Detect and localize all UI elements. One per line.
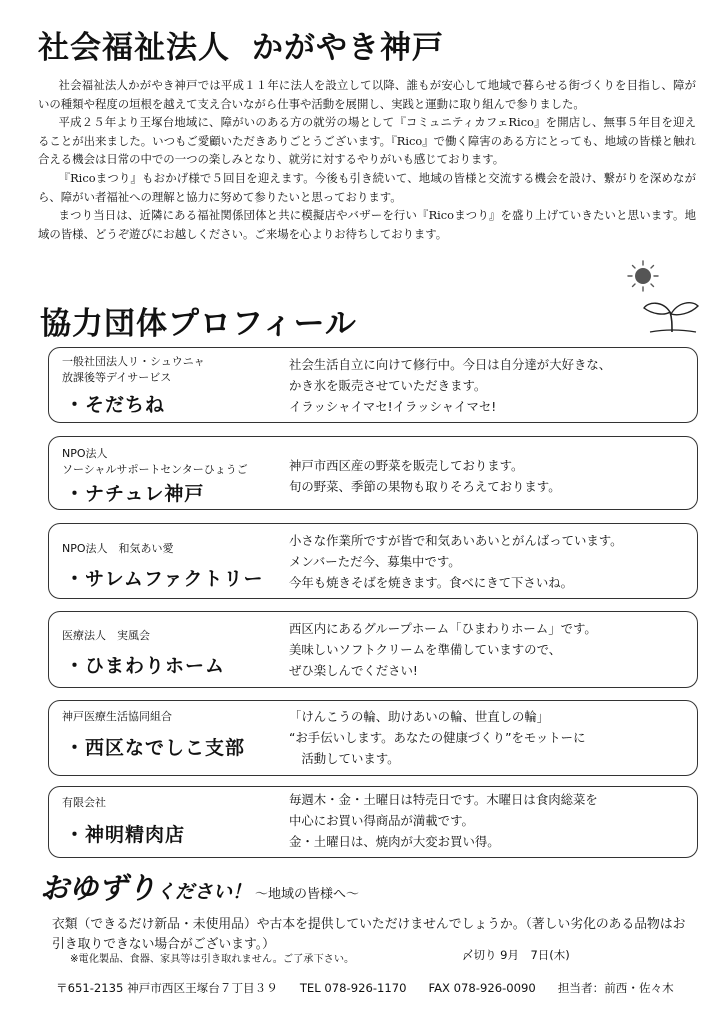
intro-paragraph: 『Ricoまつり』もおかげ様で５回目を迎えます。今後も引き続いて、地域の皆様と交流する機会を設け、繋がりを深めながら、障がい者福祉への理解と協力に努めて参りたいと思っております。 [38, 170, 696, 204]
org-description: 「けんこうの輪、助けあいの輪、世直しの輪」 “お手伝いします。あなたの健康づくり”をモットーに 活動しています。 [289, 709, 586, 766]
intro-paragraph: まつり当日は、近隣にある福祉関係団体と共に模擬店やバザーを行い『Ricoまつり』を盛り上げていきたいと思います。地域の皆様、どうぞ遊びにお越しください。ご来場を心よりお待ちしております。 [38, 208, 696, 241]
title-org-name: かがやき神戸 [252, 30, 444, 66]
footer-contact-person: 担当者：前西・佐々木 [557, 981, 674, 995]
deadline: 〆切り 9月 7日(木) [462, 948, 570, 962]
org-name: ・西区なでしこ支部 [65, 737, 246, 759]
footer-address: 〒651-2135 神戸市西区王塚台７丁目３９ [56, 981, 278, 995]
org-card-nature-kobe [48, 436, 698, 510]
org-description: 神戸市西区産の野菜を販売しております。 旬の野菜、季節の果物も取りそろえております。 [289, 458, 561, 494]
footer-contact [56, 980, 696, 996]
org-name: ・ナチュレ神戸 [65, 483, 205, 505]
footer-tel: TEL 078-926-1170 [299, 981, 407, 995]
org-name: ・そだちね [65, 394, 166, 416]
donation-title: おゆずり [40, 871, 157, 905]
donation-subtitle: ～地域の皆様へ～ [255, 887, 360, 902]
org-card-nadeshiko [48, 700, 698, 776]
org-name: ・神明精肉店 [65, 824, 186, 846]
org-description: 社会生活自立に向けて修行中。今日は自分達が大好きな、 かき氷を販売させていただきます。 イラッシャイマセ!イラッシャイマセ! [289, 357, 612, 414]
intro-paragraph: 社会福祉法人かがやき神戸では平成１１年に法人を設立して以降、誰もが安心して地域で暮らせる街づくりを目指し、障がいの種類や程度の垣根を越えて支え合いながら仕事や活動を展開し、実践と運動に取り組んで参りました。 [38, 78, 696, 111]
profile-heading: 協力団体プロフィール [40, 306, 357, 342]
donation-heading [40, 866, 359, 907]
org-name: ・ひまわりホーム [65, 655, 226, 677]
org-type: 神戸医療生活協同組合 [62, 710, 172, 723]
org-card-himawari-home [48, 611, 698, 688]
sprout-icon [640, 296, 704, 336]
org-type: NPO法人 和気あい愛 [62, 542, 174, 555]
intro-paragraph: 平成２５年より王塚台地域に、障がいのある方の就労の場として『コミュニティカフェRico』を開店し、無事５年目を迎えることが出来ました。いつもご愛顧いただきありごとうございます。『Rico』で働く障害のある方にとっても、地域の皆様と触れ合える機会は日常の中での一つの楽しみとなり、就労に対するやりがいも感じております。 [38, 115, 696, 167]
org-card-salem-factory [48, 523, 698, 599]
org-card-shinmei-meat [48, 786, 698, 858]
org-type: NPO法人 ソーシャルサポートセンターひょうご [62, 447, 248, 476]
org-description: 毎週木・金・土曜日は特売日です。木曜日は食肉総菜を 中心にお買い得商品が満載です。 金・土曜日は、焼肉が大変お買い得。 [289, 792, 598, 849]
footer-fax: FAX 078-926-0090 [428, 981, 536, 995]
org-name: ・サレムファクトリー [65, 568, 264, 590]
org-description: 小さな作業所ですが皆で和気あいあいとがんばっています。 メンバーただ今、募集中です。 今年も焼きそばを焼きます。食べにきて下さいね。 [289, 533, 623, 590]
donation-body: 衣類（できるだけ新品・未使用品）や古本を提供していただけませんでしょうか。（著しい劣化のある品物はお引き取りできない場合がございます。） [52, 917, 686, 952]
donation-note: ※電化製品、食器、家具等は引き取れません。ご了承下さい。 [70, 954, 355, 965]
title-org-type: 社会福祉法人 [38, 30, 230, 66]
org-type: 有限会社 [62, 796, 106, 809]
intro-text [38, 76, 696, 243]
donation-title-suffix: ください！ [156, 881, 252, 903]
page-title [38, 22, 444, 67]
org-type: 医療法人 実風会 [62, 629, 150, 642]
org-type: 一般社団法人リ・シュウニャ 放課後等デイサービス [62, 355, 205, 384]
sun-icon [626, 259, 660, 293]
org-description: 西区内にあるグループホーム「ひまわりホーム」です。 美味しいソフトクリームを準備していますので、 ぜひ楽しんでください! [289, 621, 597, 678]
org-card-sodachine [48, 347, 698, 423]
